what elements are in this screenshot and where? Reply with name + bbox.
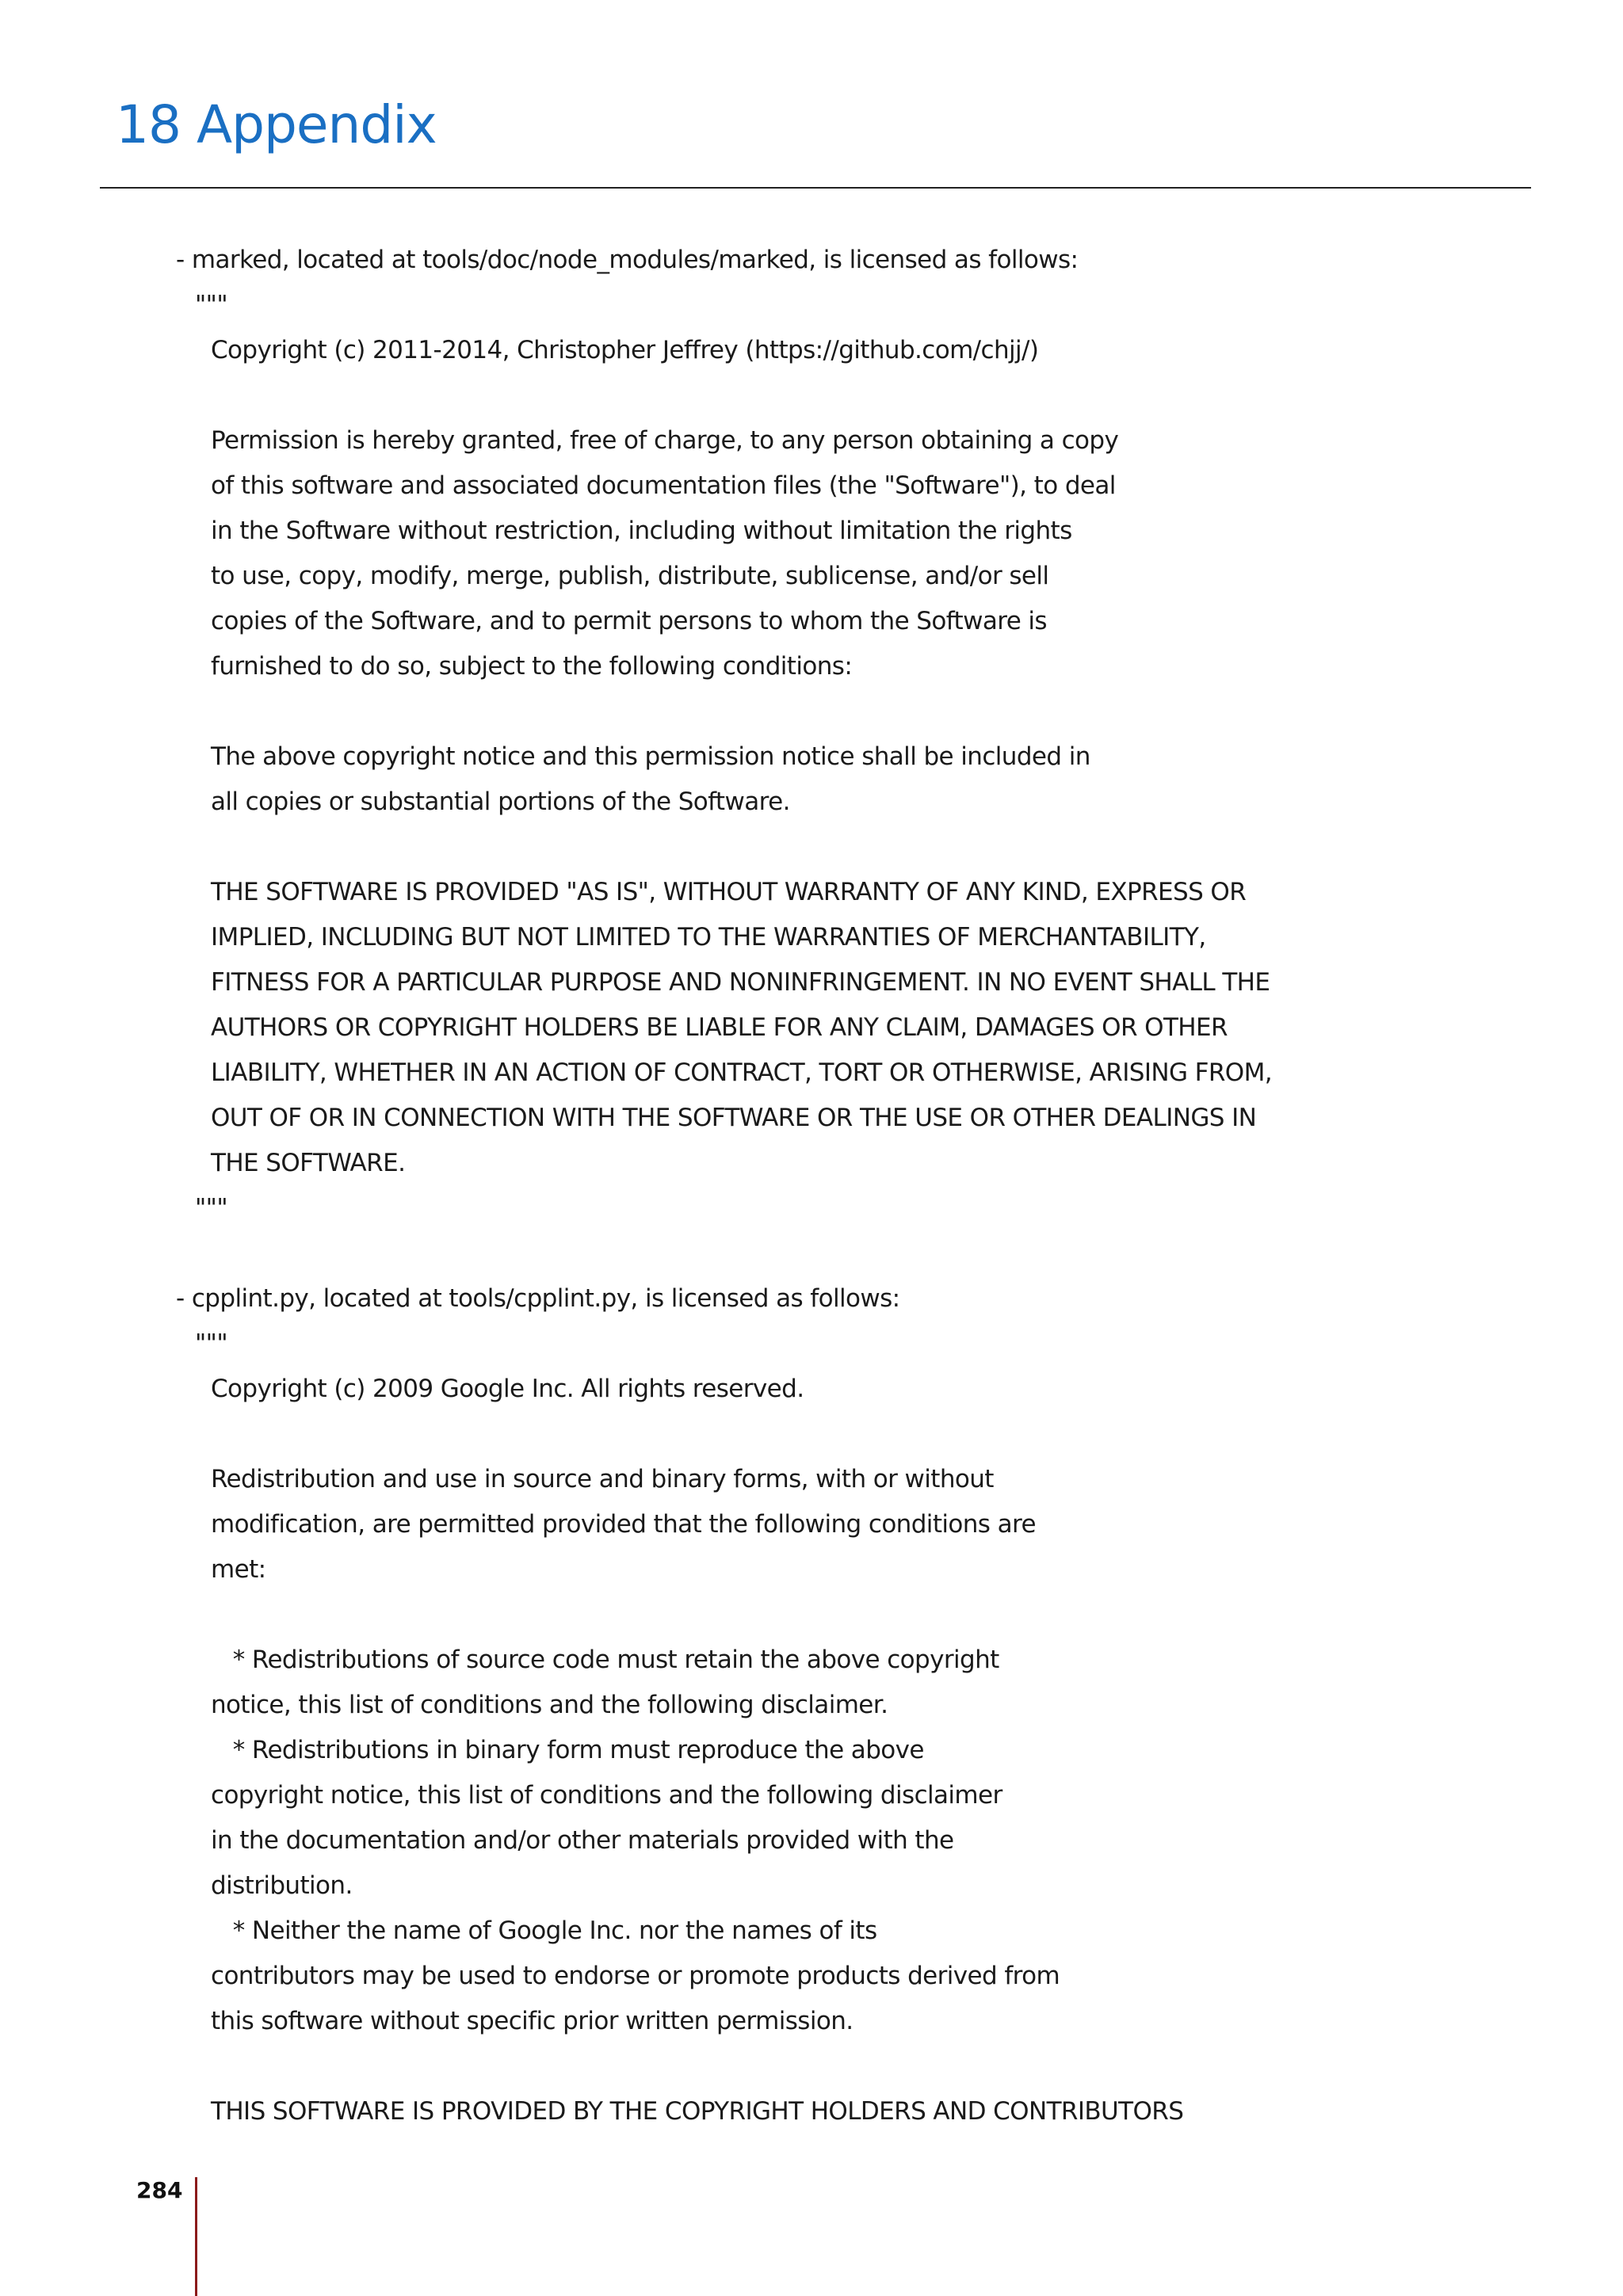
cpplint-condition-line: notice, this list of conditions and the following disclaimer. bbox=[211, 1691, 888, 1719]
cpplint-disclaimer-start: THIS SOFTWARE IS PROVIDED BY THE COPYRIGHT HOLDERS AND CONTRIBUTORS bbox=[211, 2097, 1184, 2126]
cpplint-redistribution-line: met: bbox=[211, 1555, 266, 1584]
marked-permission-line: in the Software without restriction, including without limitation the rights bbox=[211, 517, 1072, 545]
title-divider bbox=[100, 187, 1531, 189]
blank-line bbox=[0, 1231, 1623, 1276]
cpplint-condition-line: distribution. bbox=[211, 1871, 353, 1900]
cpplint-condition-line: * Redistributions in binary form must reproduce the above bbox=[211, 1736, 924, 1764]
marked-warranty-line: OUT OF OR IN CONNECTION WITH THE SOFTWARE OR THE USE OR OTHER DEALINGS IN bbox=[211, 1104, 1257, 1132]
marked-permission-line: of this software and associated documentation files (the "Software"), to deal bbox=[211, 471, 1116, 500]
chapter-title: 18 Appendix bbox=[116, 94, 437, 155]
blank-line bbox=[0, 1412, 1623, 1457]
blank-line bbox=[0, 1592, 1623, 1638]
marked-warranty-line: LIABILITY, WHETHER IN AN ACTION OF CONTRACT, TORT OR OTHERWISE, ARISING FROM, bbox=[211, 1058, 1272, 1087]
page-number: 284 bbox=[136, 2177, 183, 2203]
cpplint-quote-open: """ bbox=[195, 1329, 227, 1358]
cpplint-condition-line: copyright notice, this list of conditions and the following disclaimer bbox=[211, 1781, 1002, 1810]
cpplint-condition-line: * Neither the name of Google Inc. nor the names of its bbox=[211, 1917, 877, 1945]
marked-warranty-line: AUTHORS OR COPYRIGHT HOLDERS BE LIABLE FOR ANY CLAIM, DAMAGES OR OTHER bbox=[211, 1013, 1228, 1042]
marked-warranty-line: THE SOFTWARE IS PROVIDED "AS IS", WITHOUT WARRANTY OF ANY KIND, EXPRESS OR bbox=[211, 878, 1247, 906]
cpplint-intro: - cpplint.py, located at tools/cpplint.py, is licensed as follows: bbox=[176, 1284, 900, 1313]
cpplint-redistribution-line: Redistribution and use in source and binary forms, with or without bbox=[211, 1465, 994, 1493]
cpplint-condition-line: * Redistributions of source code must retain the above copyright bbox=[211, 1646, 999, 1674]
cpplint-redistribution-line: modification, are permitted provided that the following conditions are bbox=[211, 1510, 1036, 1539]
marked-permission-line: Permission is hereby granted, free of charge, to any person obtaining a copy bbox=[211, 426, 1119, 455]
blank-line bbox=[0, 373, 1623, 418]
marked-warranty-line: THE SOFTWARE. bbox=[211, 1149, 406, 1177]
marked-quote-close: """ bbox=[195, 1194, 227, 1222]
cpplint-condition-line: in the documentation and/or other materials provided with the bbox=[211, 1826, 954, 1855]
marked-warranty-line: FITNESS FOR A PARTICULAR PURPOSE AND NONINFRINGEMENT. IN NO EVENT SHALL THE bbox=[211, 968, 1270, 997]
marked-permission-line: furnished to do so, subject to the following conditions: bbox=[211, 652, 853, 681]
blank-line bbox=[0, 689, 1623, 734]
marked-warranty-line: IMPLIED, INCLUDING BUT NOT LIMITED TO THE WARRANTIES OF MERCHANTABILITY, bbox=[211, 923, 1206, 952]
marked-notice-line: The above copyright notice and this permission notice shall be included in bbox=[211, 742, 1090, 771]
marked-permission-line: to use, copy, modify, merge, publish, distribute, sublicense, and/or sell bbox=[211, 562, 1049, 590]
cpplint-copyright: Copyright (c) 2009 Google Inc. All rights reserved. bbox=[211, 1375, 804, 1403]
marked-permission-line: copies of the Software, and to permit persons to whom the Software is bbox=[211, 607, 1047, 635]
marked-quote-open: """ bbox=[195, 291, 227, 319]
blank-line bbox=[0, 2044, 1623, 2089]
cpplint-condition-line: contributors may be used to endorse or promote products derived from bbox=[211, 1962, 1060, 1990]
license-text bbox=[0, 238, 1623, 2134]
cpplint-condition-line: this software without specific prior written permission. bbox=[211, 2007, 854, 2035]
marked-notice-line: all copies or substantial portions of the Software. bbox=[211, 788, 790, 816]
marked-copyright: Copyright (c) 2011-2014, Christopher Jeffrey (https://github.com/chjj/) bbox=[211, 336, 1039, 364]
marked-intro: - marked, located at tools/doc/node_modules/marked, is licensed as follows: bbox=[176, 246, 1079, 274]
blank-line bbox=[0, 825, 1623, 870]
footer-rule bbox=[195, 2177, 197, 2296]
